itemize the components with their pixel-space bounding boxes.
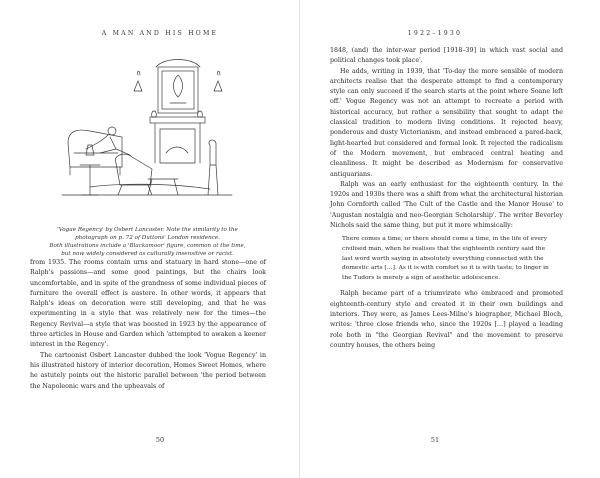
vogue-regency-illustration <box>60 45 235 205</box>
figure-caption <box>40 226 255 258</box>
left-body-text <box>30 258 266 392</box>
paragraph: He adds, writing in 1939, that 'To-day the more sensible of modern architects realise that the desperate attempt to find a contemporary style can only succeed if the search starts at the point where Soane left off.' Vogue Regency was not an attempt to recreate a period with historical accuracy, but rather a sensibility that sought to adapt the classical tradition to modern living conditions. It rejected heavy, ponderous and dusty Victorianism, and instead embraced a pared-back, light-hearted but considered and formal look. It rejected the radicalism of the Modern movement, but embraced central heating and cleanliness. It might be described as Modernism for conservative antiquarians. <box>330 67 563 178</box>
paragraph: from 1935. The rooms contain urns and statuary in hard stone—one of Ralph's passions—and some good paintings, but the chairs look uncomfortable, and in spite of the grandness of some individual pieces of furniture the overall effect is austere. In other words, it appears that Ralph's ideas on decoration were still developing, and that he was experimenting in a style that was relatively new for the times—the Regency Revival—a style that was boosted in 1923 by the appearance of three articles in House and Garden which 'attempted to awaken a keener interest in the Regency'. <box>30 259 266 349</box>
right-page-number: 51 <box>430 436 440 444</box>
paragraph: Ralph became part of a triumvirate who embraced and promoted eighteenth-century style and created it in their own buildings and interiors. They were, as James Lees-Milne's biographer, Michael Bloch, writes: 'three close friends who, since the 1920s […] played a leading role both in "the Georgian Revival" and the movement to preserve country houses, the others being <box>330 290 563 349</box>
left-running-head: A MAN AND HIS HOME <box>101 30 219 37</box>
paragraph: Ralph was an early enthusiast for the eighteenth century. In the 1920s and 1930s there was a shift from what the architectural historian John Cornforth called 'The Cult of the Castle and the Manor House' to 'Augustan nostalgia and neo-Georgian Scholarship'. The writer Beverley Nichols said the same thing, but put it more whimsically: <box>330 180 563 230</box>
caption-line: but now widely considered as culturally insensitive or racist. <box>61 251 234 257</box>
right-body-text <box>330 46 563 351</box>
right-running-head: 1922–1930 <box>407 30 463 37</box>
paragraph: The cartoonist Osbert Lancaster dubbed the look 'Vogue Regency' in his illustrated history of interior decoration, Homes Sweet Homes, where he astutely points out the historic parallel between 'the period between the Napoleonic wars and the upheavals of <box>30 351 266 390</box>
caption-line: Both illustrations include a 'Blackamoor' figure, common at the time, <box>49 243 246 249</box>
paragraph: 1848, (and) the inter-war period [1918–39] in which vast social and political changes took place'. <box>330 47 563 65</box>
block-quote: There comes a time, or there should come a time, in the life of every civilised man, when he realises that the eighteenth century said the last word worth saying in absolutely everything connected with the domestic arts […]. As it is with comfort so it is with taste; to linger in the Tudors is merely a sign of aesthetic adolescence. <box>342 236 549 281</box>
left-page-number: 50 <box>155 436 165 444</box>
caption-line: 'Vogue Regency' by Osbert Lancaster. Note the similarity to the <box>57 227 238 233</box>
caption-line: photograph on p. 72 of Duttons' London residence. <box>75 235 220 241</box>
